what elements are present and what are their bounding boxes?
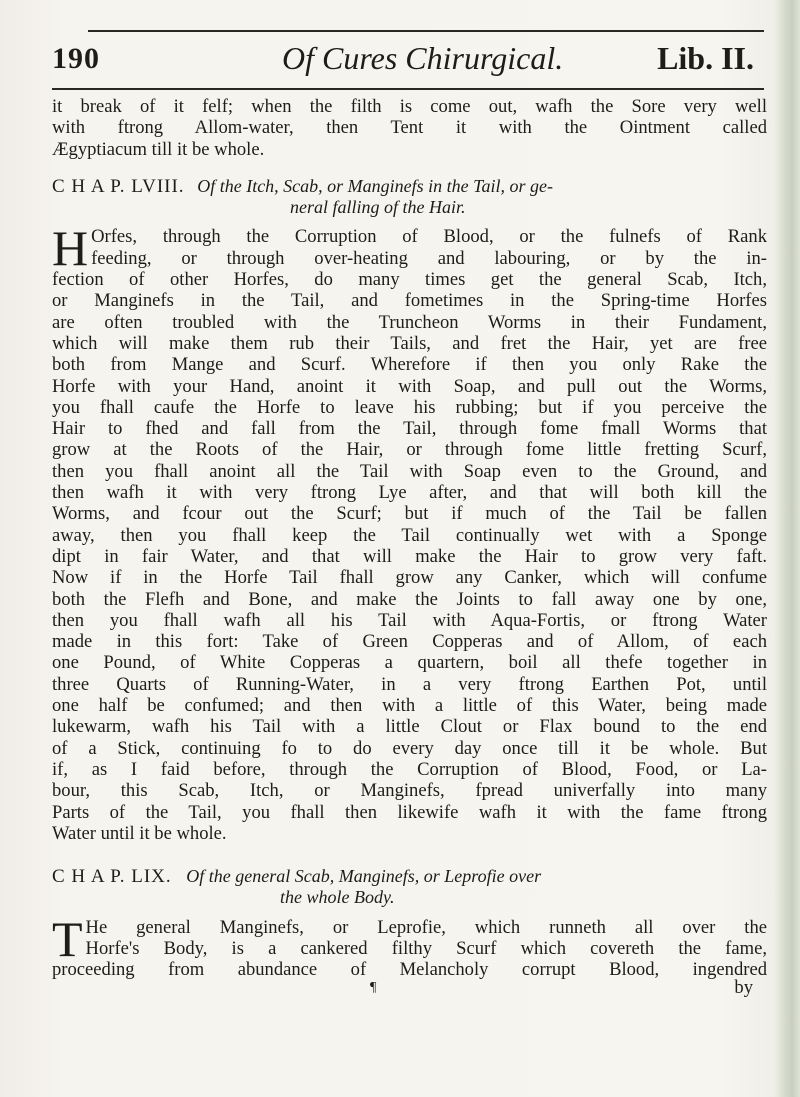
text-line: lukewarm, wafh his Tail with a little Clout or Flax bound to the end (52, 716, 767, 738)
book-number: Lib. II. (657, 40, 754, 76)
text-line: are often troubled with the Truncheon Worms in their Fundament, (52, 311, 767, 333)
text-line: dipt in fair Water, and that will make the Hair to grow very faft. (52, 545, 767, 567)
signature-mark: ¶ (370, 979, 377, 995)
chapter-title-line: Of the Itch, Scab, or Manginefs in the Tail, or ge- (197, 175, 554, 196)
drop-capital: T (52, 910, 83, 967)
text-line: Orfes, through the Corruption of Blood, or the fulnefs of Rank (91, 226, 767, 248)
text-line: then you fhall anoint all the Tail with Soap even to the Ground, and (52, 460, 767, 482)
text-line: then you fhall wafh all his Tail with Aqua-Fortis, or ftrong Water (52, 609, 767, 631)
text-line: made in this fort: Take of Green Copperas and of Allom, of each (52, 631, 767, 653)
text-line: Parts of the Tail, you fhall then likewife wafh it with the fame ftrong (52, 801, 767, 823)
text-line: feeding, or through over-heating and labouring, or by the in- (91, 247, 767, 269)
text-line: if, as I faid before, through the Corruption of Blood, Food, or La- (52, 758, 767, 780)
text-line: bour, this Scab, Itch, or Manginefs, fpread univerfally into many (52, 780, 767, 802)
text-line: away, then you fhall keep the Tail continually wet with a Sponge (52, 524, 767, 546)
text-line: proceeding from abundance of Melancholy corrupt Blood, ingendred (52, 959, 767, 981)
drop-capital: H (52, 220, 89, 277)
text-line: both the Flefh and Bone, and make the Joints to fall away one by one, (52, 588, 767, 610)
running-title: Of Cures Chirurgical. (282, 40, 564, 76)
chapter-59-paragraph (52, 910, 767, 981)
top-rule (88, 30, 764, 32)
intro-paragraph (52, 96, 767, 160)
text-line: of a Stick, continuing fo to do every day once till it be whole. But (52, 737, 767, 759)
chapter-58-paragraph (52, 220, 767, 844)
text-line: with ftrong Allom-water, then Tent it with the Ointment called (52, 117, 767, 139)
chapter-title-line: the whole Body. (280, 887, 395, 908)
chapter-heading-58 (52, 176, 767, 219)
page-header (52, 38, 754, 82)
text-line: or Manginefs in the Tail, and fometimes in the Spring-time Horfes (52, 290, 767, 312)
text-line: one half be confumed; and then with a little of this Water, being made (52, 695, 767, 717)
page-footer (52, 976, 767, 1001)
chapter-label: C H A P. LIX. (52, 866, 172, 888)
text-line: Horfe with your Hand, anoint it with Soap, and pull out the Worms, (52, 375, 767, 397)
text-line: then wafh it with very ftrong Lye after, and that will both kill the (52, 482, 767, 504)
text-line: fection of other Horfes, do many times get the general Scab, Itch, (52, 269, 767, 291)
text-line: Now if in the Horfe Tail fhall grow any Canker, which will confume (52, 567, 767, 589)
text-line: you fhall caufe the Horfe to leave his rubbing; but if you perceive the (52, 396, 767, 418)
text-line: He general Manginefs, or Leprofie, which runneth all over the (85, 916, 767, 938)
text-line: which will make them rub their Tails, and fret the Hair, yet are free (52, 332, 767, 354)
text-line: one Pound, of White Copperas a quartern, boil all thefe together in (52, 652, 767, 674)
chapter-title-line: neral falling of the Hair. (290, 197, 466, 218)
header-rule (52, 88, 764, 90)
page-number: 190 (52, 42, 100, 75)
text-line: grow at the Roots of the Hair, or through fome little fretting Scurf, (52, 439, 767, 461)
chapter-title-line: Of the general Scab, Manginefs, or Leprofie over (186, 866, 542, 887)
text-line: Ægyptiacum till it be whole. (52, 138, 265, 160)
text-line: it break of it felf; when the filth is come out, wafh the Sore very well (52, 96, 767, 117)
text-line: three Quarts of Running-Water, in a very ftrong Earthen Pot, until (52, 673, 767, 695)
text-line: Hair to fhed and fall from the Tail, through fome fmall Worms that (52, 418, 767, 440)
page-body (52, 96, 767, 1001)
text-line: Water until it be whole. (52, 822, 227, 844)
text-line: Horfe's Body, is a cankered filthy Scurf which covereth the fame, (85, 937, 767, 959)
chapter-heading-59 (52, 866, 767, 909)
text-line: Worms, and fcour out the Scurf; but if much of the Tail be fallen (52, 503, 767, 525)
chapter-label: C H A P. LVIII. (52, 175, 185, 197)
text-line: both from Mange and Scurf. Wherefore if then you only Rake the (52, 354, 767, 376)
page-gutter (774, 0, 800, 1097)
catchword: by (734, 976, 753, 998)
